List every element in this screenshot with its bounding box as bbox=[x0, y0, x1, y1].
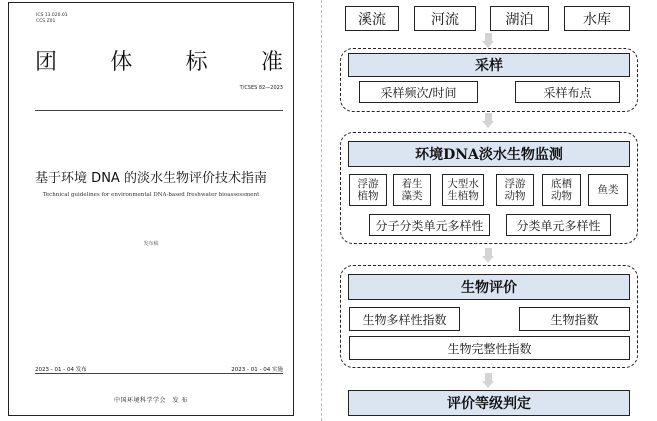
title-chinese: 基于环境 DNA 的淡水生物评价技术指南 bbox=[35, 171, 267, 186]
taxon-line: 浮游 bbox=[504, 178, 526, 190]
header-rule bbox=[35, 110, 283, 111]
molecular-taxa-diversity-box: 分子分类单元多样性 bbox=[369, 214, 490, 236]
taxon-line: 浮游 bbox=[357, 178, 379, 190]
arrow-down-icon bbox=[482, 373, 495, 388]
taxon-line: 鱼类 bbox=[597, 184, 619, 196]
heading-char: 体 bbox=[110, 49, 133, 75]
taxon-zooplankton bbox=[496, 174, 534, 206]
taxon-macrophytes bbox=[442, 174, 484, 206]
standard-number: T/CSES 82—2023 bbox=[239, 85, 283, 91]
standard-cover bbox=[8, 2, 294, 416]
water-body-reservoir: 水库 bbox=[564, 6, 630, 31]
standard-type-heading bbox=[35, 45, 283, 75]
sampling-frequency-box: 采样频次/时间 bbox=[359, 81, 478, 103]
implement-date: 2023 - 01 - 04 实施 bbox=[231, 367, 283, 373]
evaluation-header: 生物评价 bbox=[348, 274, 630, 300]
monitoring-header: 环境DNA淡水生物监测 bbox=[348, 141, 630, 167]
issuer: 中国环境科学学会 发 布 bbox=[114, 397, 188, 404]
arrow-down-icon bbox=[482, 113, 495, 128]
sampling-site-box: 采样布点 bbox=[515, 81, 620, 103]
publish-date: 2023 - 01 - 04 发布 bbox=[35, 367, 87, 373]
sampling-header: 采样 bbox=[348, 53, 630, 77]
water-body-stream: 溪流 bbox=[345, 6, 399, 31]
taxon-line: 藻类 bbox=[401, 190, 423, 202]
biodiversity-index-box: 生物多样性指数 bbox=[349, 307, 460, 331]
taxon-phytoplankton bbox=[349, 174, 387, 206]
water-body-river: 河流 bbox=[414, 6, 476, 31]
title-english: Technical guidelines for environmental DNA-based freshwater bioassessment bbox=[42, 192, 260, 198]
taxon-benthos bbox=[542, 174, 581, 206]
heading-char: 团 bbox=[35, 49, 58, 75]
taxon-line: 着生 bbox=[401, 178, 423, 190]
heading-char: 准 bbox=[260, 49, 283, 75]
assessment-grade-box: 评价等级判定 bbox=[348, 390, 630, 416]
taxon-line: 生植物 bbox=[447, 190, 479, 202]
ics-code bbox=[36, 13, 68, 25]
biotic-integrity-index-box: 生物完整性指数 bbox=[349, 336, 630, 360]
arrow-down-icon bbox=[482, 248, 495, 263]
water-body-lake: 湖泊 bbox=[490, 6, 549, 31]
ics-line: ICS 13.020.01 bbox=[36, 13, 68, 18]
biotic-index-box: 生物指数 bbox=[519, 307, 630, 331]
taxon-fish bbox=[588, 174, 628, 206]
taxon-line: 底栖 bbox=[551, 178, 572, 190]
ccs-line: CCS Z01 bbox=[36, 19, 56, 24]
taxon-line: 植物 bbox=[357, 190, 379, 202]
taxon-line: 大型水 bbox=[447, 178, 479, 190]
draft-label: 发布稿 bbox=[143, 241, 159, 247]
taxon-periphyton bbox=[393, 174, 431, 206]
taxon-line: 动物 bbox=[551, 190, 572, 202]
taxon-line: 动物 bbox=[504, 190, 526, 202]
heading-char: 标 bbox=[185, 49, 208, 75]
panel-divider bbox=[321, 0, 322, 421]
taxa-diversity-box: 分类单元多样性 bbox=[506, 214, 611, 236]
footer-rule bbox=[35, 373, 283, 374]
arrow-down-icon bbox=[482, 33, 495, 48]
